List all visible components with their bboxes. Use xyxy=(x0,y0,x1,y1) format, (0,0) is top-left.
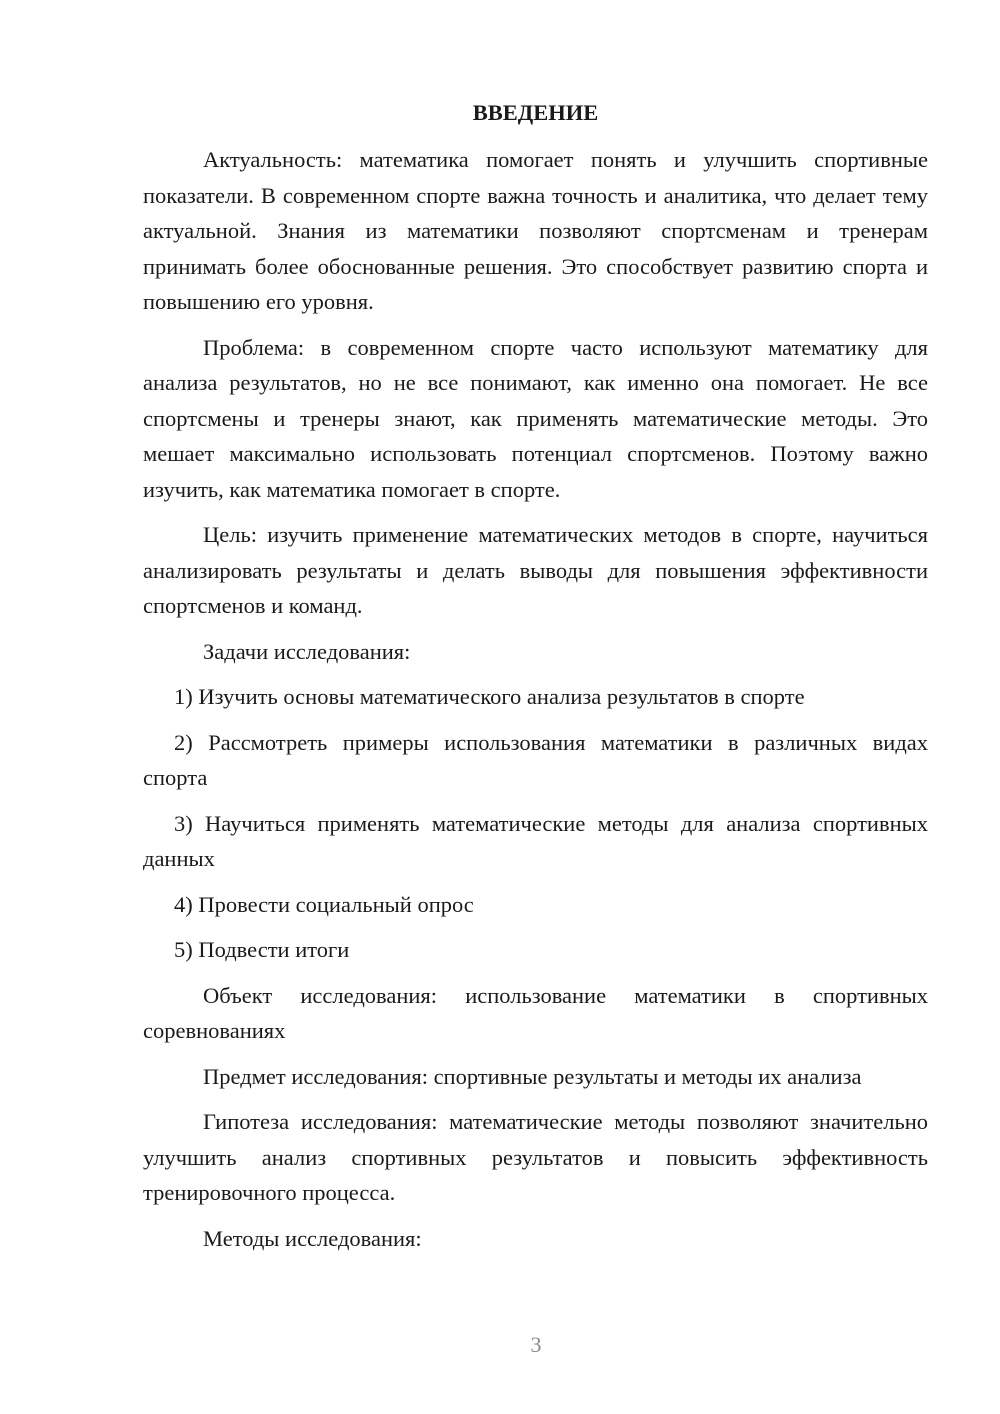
paragraph-goal: Цель: изучить применение математических методов в спорте, научиться анализировать результаты и делать выводы для повышения эффективности спортсменов и команд. xyxy=(143,522,928,618)
paragraph-problem: Проблема: в современном спорте часто используют математику для анализа результатов, но не все понимают, как именно она помогает. Не все спортсмены и тренеры знают, как применять математические методы. Это мешает максимально использовать потенциал спортсменов. Поэтому важно изучить, как математика помогает в спорте. xyxy=(143,334,928,502)
page-number: 3 xyxy=(530,1332,542,1357)
paragraph-hypothesis: Гипотеза исследования: математические методы позволяют значительно улучшить анализ спортивных результатов и повысить эффективность тренировочного процесса. xyxy=(143,1109,928,1205)
list-item: 4) Провести социальный опрос xyxy=(174,891,474,917)
document-page xyxy=(143,95,928,1266)
paragraph-relevance: Актуальность: математика помогает понять и улучшить спортивные показатели. В современном спорте важна точность и аналитика, что делает тему актуальной. Знания из математики позволяют спортсменам и тренерам принимать более обоснованные решения. Это способствует развитию спорта и повышению его уровня. xyxy=(143,147,928,314)
paragraph-tasks-heading: Задачи исследования: xyxy=(203,638,411,664)
list-item: 2) Рассмотреть примеры использования математики в различных видах спорта xyxy=(143,729,928,790)
list-item: 3) Научиться применять математические методы для анализа спортивных данных xyxy=(143,810,928,871)
list-item: 1) Изучить основы математического анализа результатов в спорте xyxy=(174,684,805,709)
section-title: ВВЕДЕНИЕ xyxy=(472,100,599,125)
list-item: 5) Подвести итоги xyxy=(174,937,350,962)
paragraph-subject: Предмет исследования: спортивные результаты и методы их анализа xyxy=(203,1063,862,1089)
tasks-list xyxy=(143,679,928,968)
paragraph-methods-heading: Методы исследования: xyxy=(203,1225,422,1251)
paragraph-object: Объект исследования: использование математики в спортивных соревнованиях xyxy=(143,982,928,1043)
